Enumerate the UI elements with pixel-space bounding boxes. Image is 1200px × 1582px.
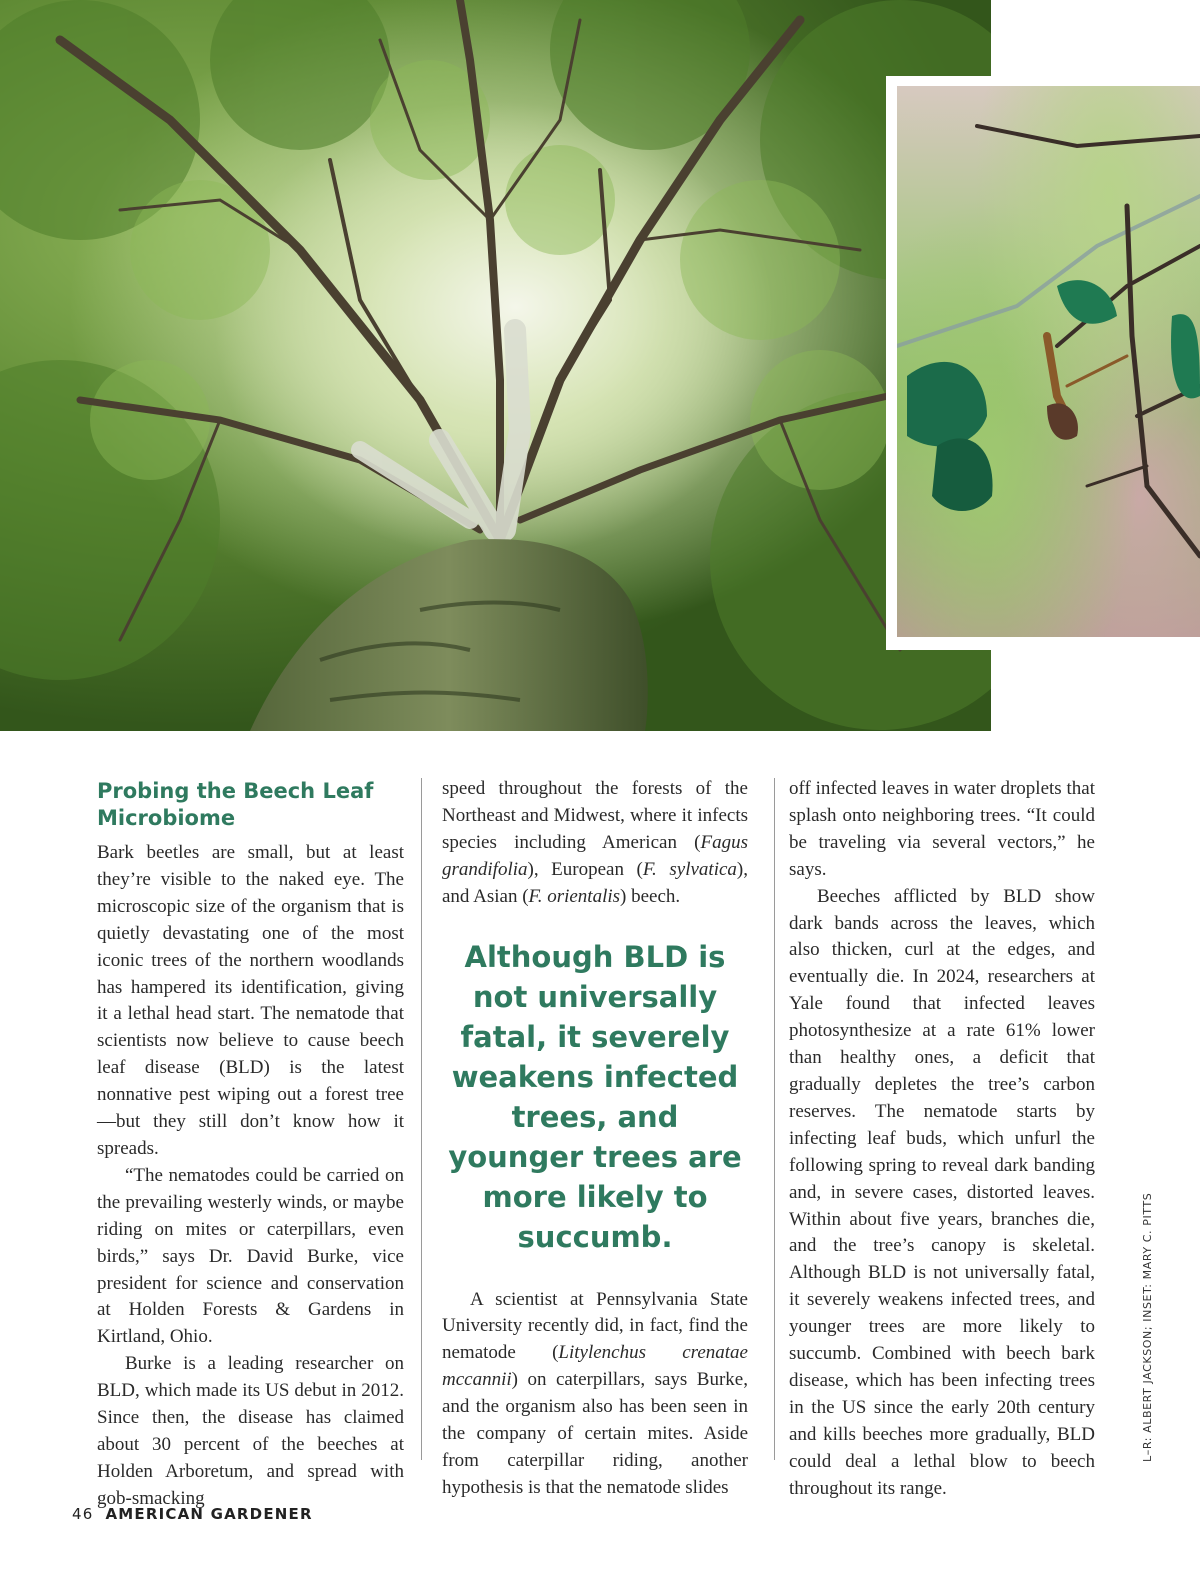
paragraph: Burke is a leading researcher on BLD, which made its US debut in 2012. Since then, the disease has claimed about 30 percent of the beeches at Holden Arboretum, and spread with gob-smacking (97, 1353, 404, 1509)
section-heading: Probing the Beech Leaf Microbiome (97, 779, 374, 830)
inset-leaf-photo (897, 86, 1200, 637)
publication-name: AMERICAN GARDENER (105, 1505, 313, 1523)
paragraph: speed throughout the forests of the Northeast and Midwest, where it infects species including American (Fagus grandifolia), European (F. sylvatica), and Asian (F. orientalis) beech. (442, 778, 748, 907)
page-folio (72, 1505, 313, 1523)
photo-credit: L–R: ALBERT JACKSON; INSET: MARY C. PITTS (1141, 1192, 1154, 1462)
canopy-illustration (0, 0, 991, 731)
article-column-2 (442, 776, 748, 1502)
page-number: 46 (72, 1505, 94, 1523)
pull-quote: Although BLD is not universally fatal, it severely weakens infected trees, and younger trees are more likely to succumb. (448, 939, 742, 1254)
article-column-1 (97, 778, 404, 1513)
paragraph: Bark beetles are small, but at least they’re visible to the naked eye. The microscopic size of the organism that is quietly devastating one of the most iconic trees of the northern woodlands has hampered its identification, giving it a lethal head start. The nematode that scientists now believe to cause beech leaf disease (BLD) is the latest nonnative pest wiping out a forest tree—but they still don’t know how it spreads. (97, 842, 404, 1159)
paragraph: A scientist at Pennsylvania State University recently did, in fact, find the nematode (Litylenchus crenatae mccannii) on caterpillars, says Burke, and the organism also has been seen in the company of certain mites. Aside from caterpillar riding, another hypothesis is that the nematode slides (442, 1288, 748, 1498)
column-divider (421, 778, 422, 1460)
column-divider (774, 778, 775, 1460)
inset-illustration (897, 86, 1200, 637)
paragraph: off infected leaves in water droplets that splash onto neighboring trees. “It could be traveling via several vectors,” he says. (789, 778, 1095, 880)
paragraph: “The nematodes could be carried on the prevailing westerly winds, or maybe riding on mites or caterpillars, even birds,” says Dr. David Burke, vice president for science and conservation at Holden Forests & Gardens in Kirtland, Ohio. (97, 1164, 404, 1348)
article-column-3 (789, 776, 1095, 1502)
paragraph: Beeches afflicted by BLD show dark bands across the leaves, which also thicken, curl at the edges, and eventually die. In 2024, researchers at Yale found that infected leaves photosynthesize at a rate 61% lower than healthy ones, a deficit that gradually depletes the tree’s carbon reserves. The nematode starts by infecting leaf buds, which unfurl the following spring to reveal dark banding and, in severe cases, distorted leaves. Within about five years, branches die, and the tree’s canopy is skeletal. Although BLD is not universally fatal, it severely weakens infected trees, and younger trees are more likely to succumb. Combined with beech bark disease, which has been infecting trees in the US since the early 20th century and kills beeches more gradually, BLD could deal a lethal blow to beech throughout its range. (789, 885, 1095, 1499)
canopy-photo (0, 0, 991, 731)
